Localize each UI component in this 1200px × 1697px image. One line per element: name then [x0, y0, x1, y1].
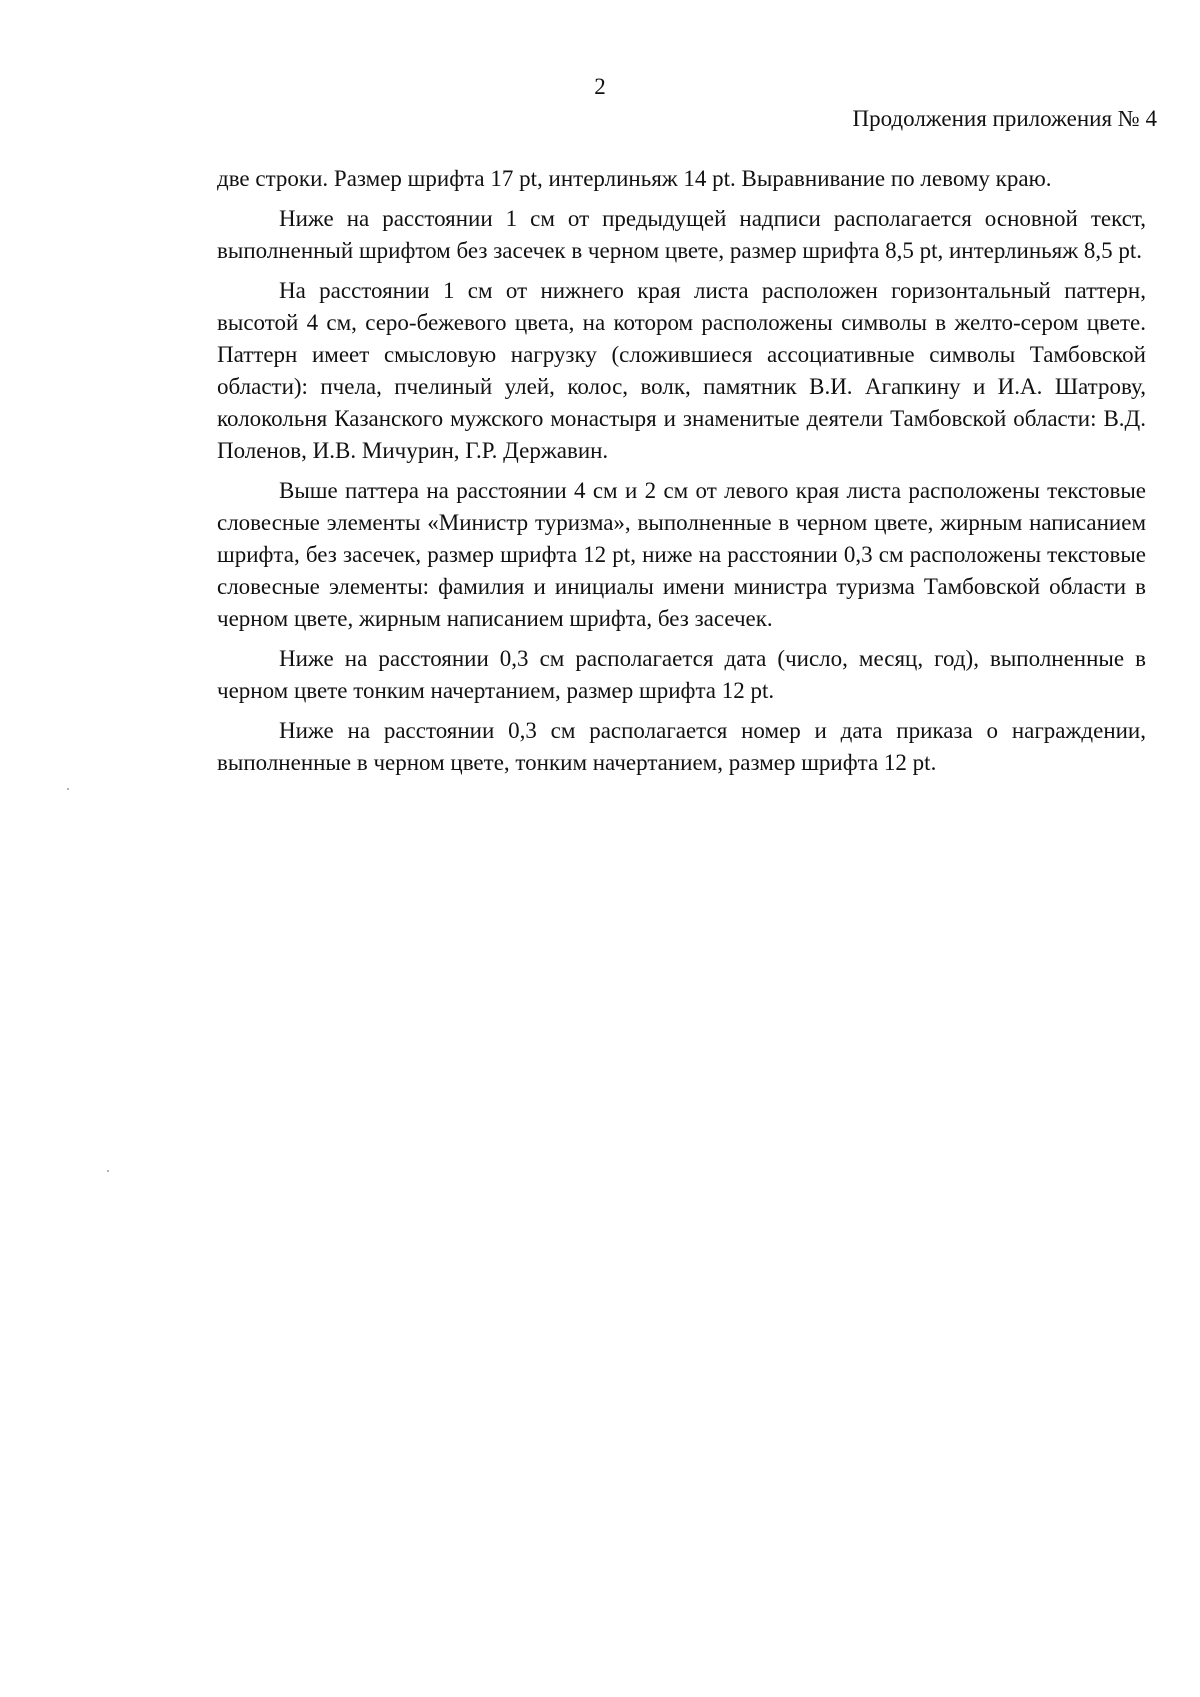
- paragraph: две строки. Размер шрифта 17 pt, интерлиньяж 14 pt. Выравнивание по левому краю.: [217, 166, 1052, 191]
- paragraph: Выше паттера на расстоянии 4 см и 2 см от левого края листа расположены текстовые словесные элементы «Министр туризма», выполненные в черном цвете, жирным написанием шрифта, без засечек, размер шрифта 12 pt, ниже на расстоянии 0,3 см расположены текстовые словесные элементы: фамилия и инициалы имени министра туризма Тамбовской области в черном цвете, жирным написанием шрифта, без засечек.: [217, 478, 1146, 631]
- page-number: 2: [594, 74, 606, 99]
- paragraph: Ниже на расстоянии 0,3 см располагается дата (число, месяц, год), выполненные в черном цвете тонким начертанием, размер шрифта 12 pt.: [217, 646, 1146, 703]
- paragraph: На расстоянии 1 см от нижнего края листа расположен горизонтальный паттерн, высотой 4 см, серо-бежевого цвета, на котором расположены символы в желто-сером цвете. Паттерн имеет смысловую нагрузку (сложившиеся ассоциативные символы Тамбовской области): пчела, пчелиный улей, колос, волк, памятник В.И. Агапкину и И.А. Шатрову, колокольня Казанского мужского монастыря и знаменитые деятели Тамбовской области: В.Д. Поленов, И.В. Мичурин, Г.Р. Державин.: [217, 278, 1146, 463]
- paragraph: Ниже на расстоянии 1 см от предыдущей надписи располагается основной текст, выполненный шрифтом без засечек в черном цвете, размер шрифта 8,5 pt, интерлиньяж 8,5 pt.: [217, 206, 1146, 263]
- document-body: [217, 163, 1146, 787]
- paragraph: Ниже на расстоянии 0,3 см располагается номер и дата приказа о награждении, выполненные в черном цвете, тонким начертанием, размер шрифта 12 pt.: [217, 718, 1146, 775]
- scan-artifact: [107, 1170, 109, 1172]
- scan-artifact: [67, 788, 69, 790]
- appendix-header: Продолжения приложения № 4: [852, 106, 1157, 131]
